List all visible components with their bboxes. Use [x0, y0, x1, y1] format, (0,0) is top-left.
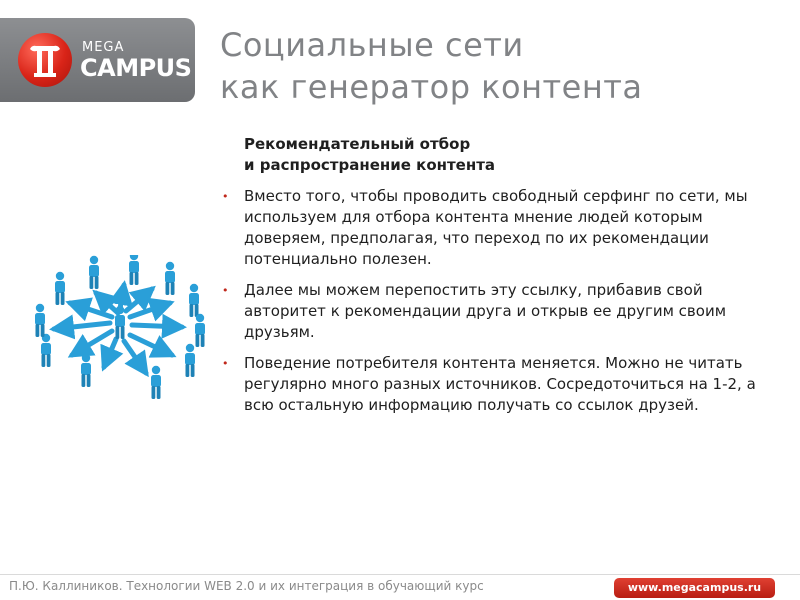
- bullet-icon: •: [222, 284, 229, 297]
- footer-divider: [0, 574, 800, 575]
- column-logo-icon: [18, 33, 72, 87]
- bullet-text: Вместо того, чтобы проводить свободный серфинг по сети, мы используем для отбора контента мнение людей которым доверяем, предполагая, что переход по их рекомендации потенциально полезен.: [244, 187, 748, 268]
- website-link[interactable]: [614, 578, 775, 598]
- bullet-icon: •: [222, 190, 229, 203]
- logo: [0, 18, 195, 102]
- bullet-item: [222, 186, 782, 270]
- bullet-icon: •: [222, 357, 229, 370]
- logo-campus-text: CAMPUS: [80, 54, 192, 82]
- footer-text: П.Ю. Каллиников. Технологии WEB 2.0 и их интеграция в обучающий курс: [9, 579, 484, 593]
- logo-mega-text: MEGA: [82, 40, 125, 55]
- website-link-text: www.megacampus.ru: [627, 581, 762, 594]
- bullet-text: Далее мы можем перепостить эту ссылку, прибавив свой авторитет к рекомендации друга и открыв ее другим своим друзьям.: [244, 281, 727, 341]
- bullet-item: [222, 280, 782, 343]
- slide-title: [220, 24, 780, 108]
- social-network-people-icon: [24, 255, 214, 405]
- slide-title-line-1: Социальные сети: [220, 26, 524, 64]
- slide-title-line-2: как генератор контента: [220, 68, 643, 106]
- bullet-item: [222, 353, 782, 416]
- content-heading-line-1: Рекомендательный отбор: [244, 135, 471, 153]
- content-heading-line-2: и распространение контента: [244, 156, 496, 174]
- content-heading: [222, 134, 782, 176]
- slide-content: [222, 134, 782, 416]
- bullet-text: Поведение потребителя контента меняется. Можно не читать регулярно много разных источников. Сосредоточиться на 1-2, а всю остальную информацию получать со ссылок друзей.: [244, 354, 756, 414]
